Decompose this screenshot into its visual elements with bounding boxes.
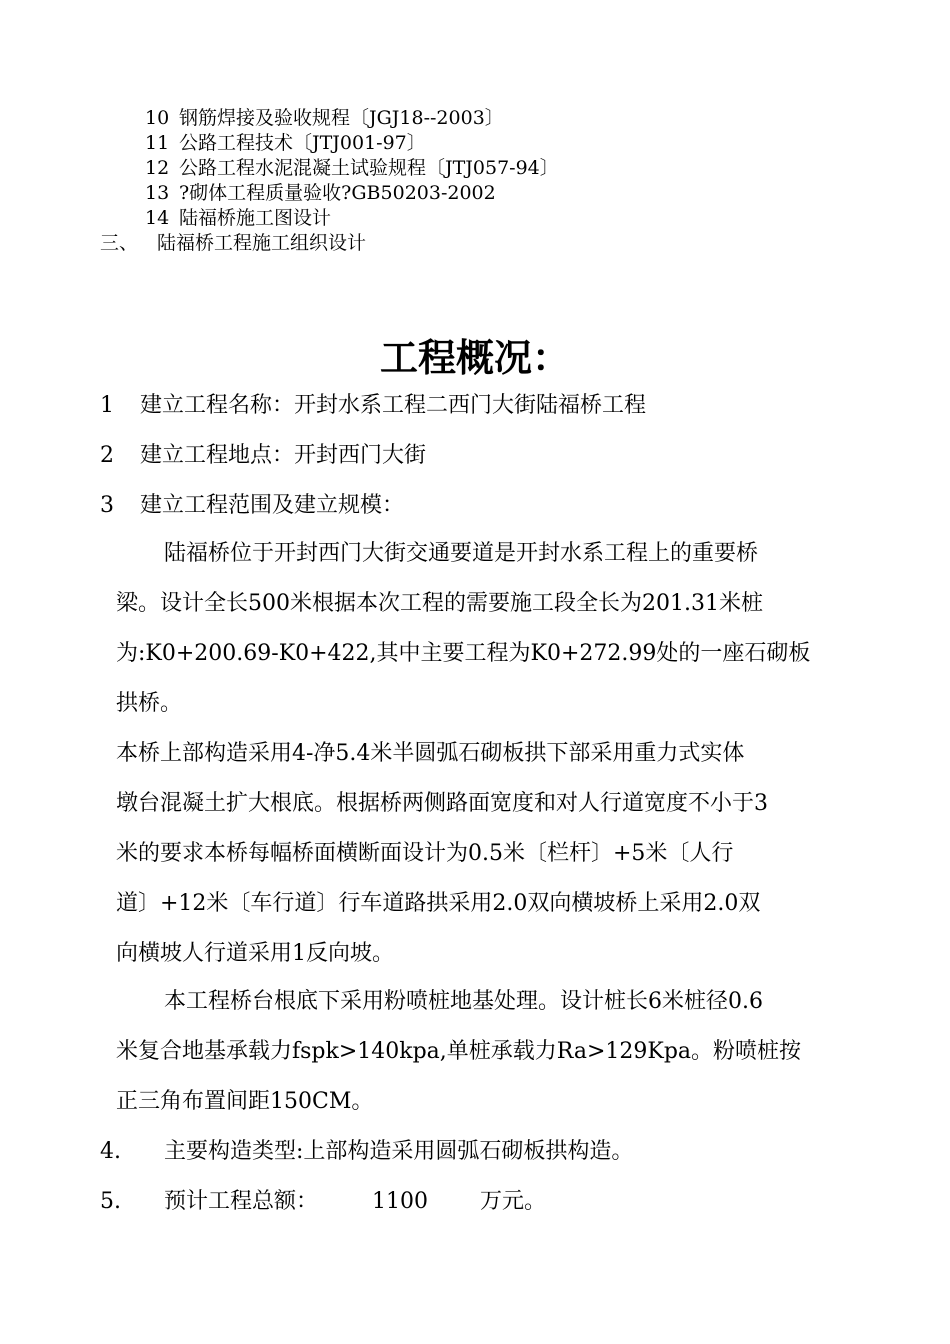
reference-text: 公路工程水泥混凝土试验规程〔JTJ057-94〕 bbox=[179, 157, 559, 179]
budget-label: 预计工程总额： bbox=[164, 1189, 319, 1214]
paragraph-line: 为:K0+200.69-K0+422,其中主要工程为K0+272.99处的一座石砌板 bbox=[116, 641, 811, 666]
reference-number: 12 bbox=[145, 157, 170, 179]
item-number: 2 bbox=[100, 443, 114, 468]
paragraph-line: 本工程桥台根底下采用粉喷桩地基处理。设计桩长6米桩径0.6 bbox=[164, 989, 763, 1014]
overview-item-budget bbox=[100, 1187, 546, 1217]
section-number: 三、 bbox=[100, 232, 139, 254]
item-number: 3 bbox=[100, 493, 114, 518]
section-title: 陆福桥工程施工组织设计 bbox=[157, 232, 367, 254]
overview-item bbox=[100, 441, 426, 471]
reference-item bbox=[145, 206, 331, 230]
paragraph-foundation bbox=[116, 977, 874, 1127]
paragraph-line: 向横坡人行道采用1反向坡。 bbox=[116, 941, 394, 966]
item-number: 5. bbox=[100, 1189, 121, 1214]
reference-number: 14 bbox=[145, 207, 170, 229]
paragraph-line: 米的要求本桥每幅桥面横断面设计为0.5米〔栏杆〕+5米〔人行 bbox=[116, 841, 734, 866]
paragraph-bridge-location bbox=[116, 529, 874, 729]
reference-item bbox=[145, 106, 504, 130]
reference-text: ?砌体工程质量验收?GB50203-2002 bbox=[179, 182, 496, 204]
item-text: 建立工程范围及建立规模： bbox=[140, 493, 405, 518]
page-title: 工程概况： bbox=[379, 336, 570, 380]
paragraph-line: 米复合地基承载力fspk>140kpa,单桩承载力Ra>129Kpa。粉喷桩按 bbox=[116, 1039, 802, 1064]
overview-item bbox=[100, 1137, 633, 1167]
paragraph-line: 本桥上部构造采用4-净5.4米半圆弧石砌板拱下部采用重力式实体 bbox=[116, 741, 745, 766]
reference-item bbox=[145, 156, 559, 180]
reference-text: 钢筋焊接及验收规程〔JGJ18--2003〕 bbox=[179, 107, 504, 129]
reference-number: 13 bbox=[145, 182, 170, 204]
reference-number: 10 bbox=[145, 107, 170, 129]
budget-unit: 万元。 bbox=[480, 1189, 547, 1214]
item-text: 建立工程名称：开封水系工程二西门大街陆福桥工程 bbox=[140, 393, 647, 418]
reference-item bbox=[145, 131, 426, 155]
item-number: 4. bbox=[100, 1139, 121, 1164]
item-text: 建立工程地点：开封西门大街 bbox=[140, 443, 427, 468]
overview-item bbox=[100, 491, 404, 521]
budget-amount: 1100 bbox=[372, 1189, 429, 1214]
paragraph-line: 陆福桥位于开封西门大街交通要道是开封水系工程上的重要桥 bbox=[164, 541, 759, 566]
reference-text: 公路工程技术〔JTJ001-97〕 bbox=[179, 132, 426, 154]
paragraph-bridge-structure bbox=[116, 729, 874, 979]
reference-text: 陆福桥施工图设计 bbox=[179, 207, 332, 229]
paragraph-line: 道〕+12米〔车行道〕行车道路拱采用2.0双向横坡桥上采用2.0双 bbox=[116, 891, 761, 916]
paragraph-line: 墩台混凝土扩大根底。根据桥两侧路面宽度和对人行道宽度不小于3 bbox=[116, 791, 768, 816]
overview-item bbox=[100, 391, 646, 421]
paragraph-line: 正三角布置间距150CM。 bbox=[116, 1089, 374, 1114]
item-number: 1 bbox=[100, 393, 114, 418]
item-text: 主要构造类型:上部构造采用圆弧石砌板拱构造。 bbox=[164, 1139, 634, 1164]
paragraph-line: 梁。设计全长500米根据本次工程的需要施工段全长为201.31米桩 bbox=[116, 591, 763, 616]
section-heading bbox=[100, 231, 366, 255]
reference-item bbox=[145, 181, 496, 205]
reference-number: 11 bbox=[145, 132, 170, 154]
paragraph-line: 拱桥。 bbox=[116, 691, 183, 716]
